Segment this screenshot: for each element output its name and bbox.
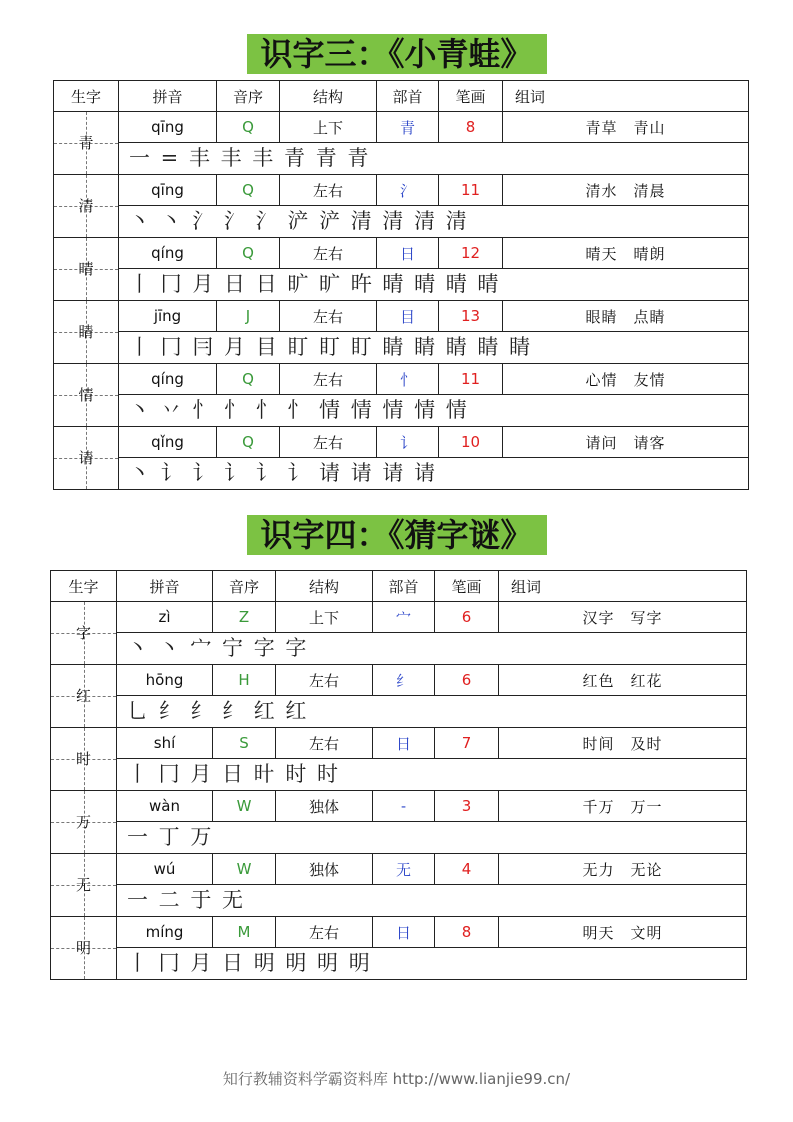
pinyin: qíng [119,364,217,395]
character: 晴 [78,260,94,278]
character-table-1 [53,80,749,490]
stroke-count: 6 [435,602,499,633]
stroke-order: 丶 讠 讠 讠 讠 讠 请 请 请 请 [129,461,438,485]
radical: 日 [373,728,435,759]
stroke-order-cell [119,269,749,301]
header-char: 生字 [54,81,119,112]
character-cell [54,175,119,238]
stroke-order-cell [119,332,749,364]
structure: 左右 [276,917,373,948]
table-row [54,112,749,143]
header-strokes: 笔画 [435,571,499,602]
character: 字 [75,624,91,642]
pinyin: qīng [119,112,217,143]
initial-letter: Q [217,238,280,269]
word-examples: 明天 文明 [499,917,747,948]
stroke-order: 丨 冂 月 日 明 明 明 明 [127,951,372,975]
pinyin: wàn [117,791,213,822]
pinyin: hōng [117,665,213,696]
stroke-order-row [54,395,749,427]
initial-letter: Q [217,427,280,458]
character-cell [54,112,119,175]
radical: 无 [373,854,435,885]
character-table-2 [50,570,747,980]
initial-letter: M [213,917,276,948]
radical: 忄 [377,364,439,395]
table-row [54,175,749,206]
pinyin: wú [117,854,213,885]
stroke-order: 一 二 于 无 [127,888,246,912]
character: 青 [78,134,94,152]
character: 时 [75,750,91,768]
character: 请 [78,449,94,467]
character: 红 [75,687,91,705]
pinyin: zì [117,602,213,633]
stroke-count: 10 [439,427,503,458]
stroke-order-row [54,458,749,490]
radical: 日 [377,238,439,269]
structure: 左右 [276,665,373,696]
character: 情 [78,386,94,404]
radical: 青 [377,112,439,143]
stroke-order: 丨 冂 月 日 日 旷 旷 旿 晴 晴 晴 晴 [129,272,501,296]
table-row [51,791,747,822]
header-initial: 音序 [213,571,276,602]
word-examples: 请问 请客 [503,427,749,458]
stroke-count: 8 [435,917,499,948]
table-row [51,917,747,948]
stroke-order-row [51,759,747,791]
word-examples: 青草 青山 [503,112,749,143]
character-cell [51,728,117,791]
stroke-count: 13 [439,301,503,332]
table-header-row [54,81,749,112]
character-cell [51,917,117,980]
stroke-order: 丨 冂 月 日 旪 时 时 [127,762,341,786]
word-examples: 晴天 晴朗 [503,238,749,269]
header-pinyin: 拼音 [119,81,217,112]
character-cell [51,602,117,665]
structure: 左右 [280,301,377,332]
stroke-count: 11 [439,364,503,395]
stroke-order-row [54,269,749,301]
stroke-count: 4 [435,854,499,885]
table-header-row [51,571,747,602]
pinyin: shí [117,728,213,759]
stroke-order-cell [117,822,747,854]
structure: 左右 [276,728,373,759]
pinyin: qǐng [119,427,217,458]
character: 无 [75,876,91,894]
stroke-count: 6 [435,665,499,696]
stroke-order-row [54,206,749,238]
header-radical: 部首 [377,81,439,112]
structure: 上下 [276,602,373,633]
word-examples: 时间 及时 [499,728,747,759]
initial-letter: S [213,728,276,759]
word-examples: 红色 红花 [499,665,747,696]
stroke-count: 11 [439,175,503,206]
table-row [51,602,747,633]
structure: 左右 [280,427,377,458]
character-cell [54,364,119,427]
stroke-order: 一 = 丰 丰 丰 青 青 青 [129,146,371,170]
stroke-order-row [51,822,747,854]
table-row [54,364,749,395]
table-row [51,728,747,759]
stroke-order: 丶 丶 宀 宁 字 字 [127,636,309,660]
initial-letter: J [217,301,280,332]
word-examples: 汉字 写字 [499,602,747,633]
header-initial: 音序 [217,81,280,112]
character-cell [54,238,119,301]
character-cell [51,791,117,854]
header-char: 生字 [51,571,117,602]
stroke-order-row [51,696,747,728]
structure: 左右 [280,238,377,269]
stroke-count: 3 [435,791,499,822]
pinyin: qíng [119,238,217,269]
stroke-order-cell [119,143,749,175]
table-row [54,427,749,458]
structure: 左右 [280,175,377,206]
stroke-order-row [51,885,747,917]
stroke-order-cell [117,948,747,980]
radical: 日 [373,917,435,948]
table-row [51,665,747,696]
character-cell [51,665,117,728]
radical: 讠 [377,427,439,458]
pinyin: qīng [119,175,217,206]
initial-letter: Q [217,175,280,206]
section-title-2: 识字四：《猜字谜》 [246,515,546,555]
character-cell [54,301,119,364]
stroke-order-cell [117,759,747,791]
table-row [51,854,747,885]
word-examples: 心情 友情 [503,364,749,395]
stroke-order-row [54,332,749,364]
character-cell [51,854,117,917]
word-examples: 清水 清晨 [503,175,749,206]
structure: 左右 [280,364,377,395]
stroke-count: 12 [439,238,503,269]
table-row [54,238,749,269]
initial-letter: Q [217,364,280,395]
footer-watermark: 知行教辅资料学霸资料库 http://www.lianjie99.cn/ [222,1070,571,1088]
structure: 独体 [276,854,373,885]
table-row [54,301,749,332]
stroke-order-cell [119,458,749,490]
stroke-order-row [51,633,747,665]
stroke-count: 7 [435,728,499,759]
structure: 上下 [280,112,377,143]
stroke-order-row [54,143,749,175]
word-examples: 眼睛 点睛 [503,301,749,332]
word-examples: 无力 无论 [499,854,747,885]
character: 清 [78,197,94,215]
header-structure: 结构 [276,571,373,602]
radical: 纟 [373,665,435,696]
section-title-1: 识字三：《小青蛙》 [246,34,546,74]
structure: 独体 [276,791,373,822]
header-words: 组词 [499,571,747,602]
stroke-order: 丶 丶 氵 氵 氵 浐 浐 清 清 清 清 [129,209,469,233]
header-radical: 部首 [373,571,435,602]
character: 明 [75,939,91,957]
pinyin: míng [117,917,213,948]
character: 万 [75,813,91,831]
initial-letter: Q [217,112,280,143]
stroke-order-row [51,948,747,980]
initial-letter: W [213,791,276,822]
stroke-order-cell [117,633,747,665]
header-words: 组词 [503,81,749,112]
initial-letter: Z [213,602,276,633]
character: 睛 [78,323,94,341]
radical: 目 [377,301,439,332]
stroke-order: 丶 丷 忄 忄 忄 忄 情 情 情 情 情 [129,398,469,422]
stroke-order: 乚 纟 纟 纟 红 红 [127,699,309,723]
stroke-order-cell [117,885,747,917]
pinyin: jīng [119,301,217,332]
radical: 宀 [373,602,435,633]
word-examples: 千万 万一 [499,791,747,822]
radical: - [373,791,435,822]
stroke-order-cell [117,696,747,728]
header-strokes: 笔画 [439,81,503,112]
stroke-order: 丨 冂 冃 月 目 盯 盯 盯 睛 睛 睛 睛 睛 [129,335,533,359]
header-pinyin: 拼音 [117,571,213,602]
stroke-order: 一 丁 万 [127,825,214,849]
header-structure: 结构 [280,81,377,112]
stroke-order-cell [119,206,749,238]
initial-letter: W [213,854,276,885]
stroke-count: 8 [439,112,503,143]
stroke-order-cell [119,395,749,427]
initial-letter: H [213,665,276,696]
radical: 氵 [377,175,439,206]
character-cell [54,427,119,490]
